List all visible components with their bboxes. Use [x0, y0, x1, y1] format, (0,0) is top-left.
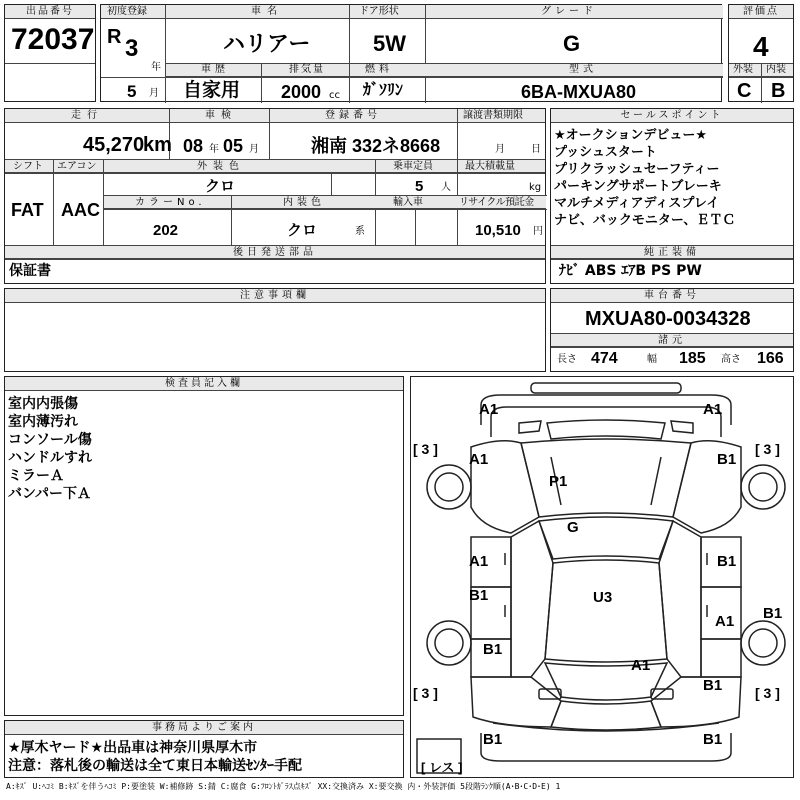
equipment-value: ﾅﾋﾞ ABS ｴｱB PS PW [559, 263, 702, 279]
grade: G [563, 31, 581, 56]
damage-mark-left-rear-door: B1 [469, 587, 489, 604]
sales-label: セールスポイント [551, 109, 793, 123]
lot-box [4, 4, 96, 102]
damage-mark-hood: P1 [549, 473, 568, 490]
sales-line: マルチメディアディスプレイ [554, 196, 720, 211]
score: 4 [753, 31, 769, 62]
damage-mark-rear-right: B1 [703, 731, 723, 748]
width-label: 幅 [647, 354, 657, 365]
sales-line: パーキングサポートブレーキ [554, 179, 722, 194]
inspector-list [8, 395, 92, 503]
damage-mark-roof: U3 [593, 589, 613, 606]
later-parts-label: 後日発送部品 [5, 246, 545, 259]
score-box [728, 4, 794, 102]
capacity-label: 乗車定員 [393, 161, 433, 172]
main-info-box [100, 4, 722, 102]
inspector-line: 室内内張傷 [8, 396, 78, 412]
car-name-label: 車名 [251, 6, 283, 17]
door-type: 5W [373, 31, 406, 56]
car-diagram-box [410, 376, 794, 778]
sales-points-box [550, 108, 794, 284]
lot-number: 72037 [11, 23, 95, 56]
history-label: 車歴 [201, 64, 229, 75]
office-line: ★厚木ヤード★出品車は神奈川県厚木市 [8, 740, 258, 756]
office-box [4, 720, 404, 778]
sales-line: プッシュスタート [554, 145, 657, 160]
damage-mark-rear-glass: A1 [631, 657, 651, 674]
year-unit: 年 [151, 62, 161, 73]
exterior-label: 外装 [733, 64, 753, 75]
load-label: 最大積載量 [465, 161, 515, 172]
transfer-day-unit: 日 [531, 144, 541, 155]
office-line: 注意：落札後の輸送は全て東日本輸送ｾﾝﾀｰ手配 [8, 758, 302, 774]
inspector-line: コンソール傷 [8, 432, 92, 448]
capacity-unit: 人 [441, 182, 451, 193]
tire-grade-rear-right: [ 3 ] [755, 685, 780, 701]
grade-label: グレード [541, 6, 597, 17]
reg-month: 5 [127, 82, 137, 101]
ac-label: エアコン [57, 161, 97, 172]
height-label: 高さ [721, 354, 741, 365]
ext-color-label: 外装色 [197, 161, 245, 172]
damage-mark-left-front-door: A1 [469, 553, 489, 570]
plate-label: 登録番号 [325, 110, 381, 121]
damage-mark-windshield: G [567, 519, 579, 536]
model-code: 6BA-MXUA80 [521, 82, 637, 102]
damage-mark-rear-left: B1 [483, 731, 503, 748]
tire-grade-rear-left: [ 3 ] [413, 685, 438, 701]
month-unit: 月 [149, 88, 159, 99]
inspection-label: 車検 [205, 110, 237, 121]
color-no: 202 [153, 222, 179, 239]
mileage-label: 走行 [71, 110, 103, 121]
score-label: 評価点 [729, 5, 793, 19]
sales-line: ナビ、バックモニター、ＥＴＣ [554, 213, 736, 228]
car-diagram [411, 377, 795, 779]
recycle-unit: 円 [533, 226, 543, 237]
shift-label: シフト [13, 161, 43, 172]
sales-line: プリクラッシュセーフティー [554, 162, 720, 177]
length: 474 [591, 350, 618, 367]
damage-mark-front-left: A1 [479, 401, 499, 418]
inspector-line: 室内薄汚れ [8, 414, 78, 430]
tire-grade-front-right: [ 3 ] [755, 441, 780, 457]
inspector-line: ハンドルすれ [8, 450, 92, 466]
damage-mark-left-quarter: B1 [483, 641, 503, 658]
notes-box [4, 288, 546, 372]
damage-mark-right-rear-door: A1 [715, 613, 735, 630]
fuel-label: 燃料 [365, 64, 393, 75]
spec-label: 諸元 [551, 334, 793, 347]
lot-label: 出品番号 [5, 5, 95, 19]
chassis-box [550, 288, 794, 372]
equipment-label: 純正装備 [551, 246, 793, 259]
int-color-label: 内装色 [283, 197, 325, 208]
damage-mark-right-front-door: B1 [717, 553, 737, 570]
first-reg-label: 初度登録 [107, 6, 147, 17]
shift: FAT [11, 200, 44, 220]
mileage-unit: km [143, 134, 172, 156]
damage-mark-left-fender: A1 [469, 451, 489, 468]
interior-label: 内装 [766, 64, 786, 75]
details-box [4, 108, 546, 284]
later-parts-value: 保証書 [9, 263, 51, 279]
displacement-label: 排気量 [289, 64, 325, 75]
inspection-month: 05 [223, 136, 244, 156]
car-name: ハリアー [223, 31, 311, 56]
door-label: ドア形状 [359, 6, 399, 17]
inspector-line: バンパー下Ａ [8, 486, 92, 502]
transfer-label: 譲渡書類期限 [463, 110, 523, 121]
chassis-number: MXUA80-0034328 [585, 308, 751, 330]
interior-grade: B [771, 80, 786, 102]
tire-grade-front-left: [ 3 ] [413, 441, 438, 457]
damage-mark-right-fender: B1 [717, 451, 737, 468]
damage-mark-front-right: A1 [703, 401, 723, 418]
plate: 湘南 332ネ8668 [311, 136, 441, 156]
damage-mark-right-quarter: B1 [703, 677, 723, 694]
inspection-year: 08 [183, 136, 204, 156]
exterior-grade: C [737, 80, 752, 102]
transfer-month-unit: 月 [495, 144, 505, 155]
mileage: 45,270 [83, 134, 145, 156]
damage-mark-right-rear-wheel: B1 [763, 605, 783, 622]
height: 166 [757, 350, 784, 367]
length-label: 長さ [557, 354, 577, 365]
displacement-unit: cc [329, 90, 340, 101]
office-list [8, 739, 302, 775]
inspector-box [4, 376, 404, 716]
chassis-label: 車台番号 [551, 289, 793, 303]
capacity: 5 [415, 178, 424, 195]
int-color: クロ [287, 222, 318, 239]
import-label: 輸入車 [393, 197, 423, 208]
ext-color: クロ [205, 178, 236, 195]
reg-year: 3 [125, 35, 139, 62]
office-label: 事務局よりご案内 [5, 721, 403, 735]
sales-list [554, 127, 735, 229]
width: 185 [679, 350, 706, 367]
ac: AAC [61, 200, 100, 220]
spare-tire-mark: [ レス ] [421, 760, 463, 775]
displacement: 2000 [281, 82, 322, 102]
model-label: 型式 [569, 64, 597, 75]
load-unit: kg [529, 182, 542, 193]
inspection-month-unit: 月 [249, 144, 259, 155]
inspector-line: ミラーＡ [8, 468, 64, 484]
legend: A:ｷｽﾞ U:ﾍｺﾐ B:ｷｽﾞを伴うﾍｺﾐ P:要塗装 W:補修跡 S:錆 C:腐食 G:ﾌﾛﾝﾄｶﾞﾗｽ点ｷｽﾞ XX:交換済み X:要交換 内・外装評価 5段階ﾗﾝｸ順(A･B･C･D･E) 1 [6, 782, 561, 791]
inspection-year-unit: 年 [209, 144, 219, 155]
era: R [107, 26, 122, 48]
notes-label: 注意事項欄 [5, 289, 545, 303]
recycle-label: リサイクル預託金 [459, 197, 534, 208]
color-no-label: カラーNo. [135, 197, 206, 208]
recycle: 10,510 [475, 222, 521, 239]
int-color-unit: 系 [355, 226, 365, 237]
fuel: ｶﾞｿﾘﾝ [363, 82, 404, 99]
sales-line: ★オークションデビュー★ [554, 128, 708, 143]
inspector-label: 検査員記入欄 [5, 377, 403, 391]
history: 自家用 [183, 80, 241, 101]
